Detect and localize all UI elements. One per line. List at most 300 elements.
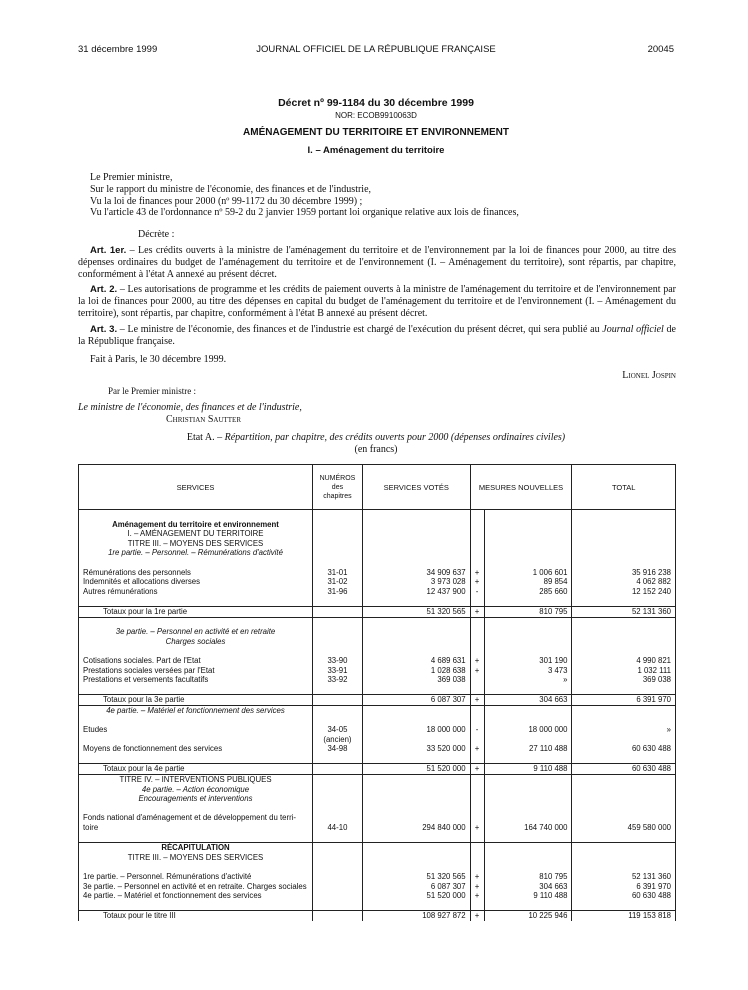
empty-cell	[312, 853, 362, 863]
empty-cell	[362, 705, 470, 715]
empty-cell	[362, 637, 470, 647]
empty-cell	[484, 862, 572, 872]
mesures-value: 27 110 488	[484, 744, 572, 754]
chapter-number	[312, 911, 362, 921]
total-value: 369 038	[572, 675, 676, 685]
mesures-sign	[470, 675, 484, 685]
article-1	[78, 245, 676, 280]
service-label: 4e partie. – Matériel et fonctionnement des services	[79, 891, 313, 901]
empty-cell	[484, 843, 572, 853]
empty-cell	[572, 862, 676, 872]
empty-cell	[572, 715, 676, 725]
etat-body	[79, 510, 676, 921]
chapter-number	[312, 882, 362, 892]
chapter-number: 33-90	[312, 656, 362, 666]
section-heading: RÉCAPITULATION	[79, 843, 313, 853]
etat-a-table	[78, 464, 676, 921]
spacer-row	[79, 646, 676, 656]
section-heading: TITRE III. – MOYENS DES SERVICES	[79, 539, 313, 549]
decree-nor: NOR: ECOB9910063D	[335, 111, 417, 120]
empty-cell	[484, 685, 572, 695]
mesures-value: 10 225 946	[484, 911, 572, 921]
mesures-value: 18 000 000	[484, 725, 572, 735]
mesures-sign: +	[470, 764, 484, 775]
minister-title: Le ministre de l'économie, des finances et de l'industrie,	[78, 401, 302, 413]
empty-cell	[470, 901, 484, 911]
table-row	[79, 823, 676, 833]
table-row	[79, 587, 676, 597]
total-row	[79, 606, 676, 617]
empty-cell	[484, 627, 572, 637]
mesures-sign: +	[470, 606, 484, 617]
section-heading: I. – AMÉNAGEMENT DU TERRITOIRE	[79, 529, 313, 539]
empty-cell	[470, 596, 484, 606]
chapter-number: 31-01	[312, 568, 362, 578]
service-label: 1re partie. – Personnel. Rémunérations d'activité	[79, 872, 313, 882]
article-1-label: Art. 1er.	[90, 244, 127, 256]
empty-cell	[572, 685, 676, 695]
service-label: Indemnités et allocations diverses	[79, 577, 313, 587]
chapter-number	[312, 764, 362, 775]
empty-cell	[79, 596, 313, 606]
service-label: Fonds national d'aménagement et de développement du terri-	[79, 813, 313, 823]
decree-subject: AMÉNAGEMENT DU TERRITOIRE ET ENVIRONNEMENT	[243, 127, 509, 138]
service-label: Etudes	[79, 725, 313, 735]
spacer-row	[79, 617, 676, 627]
mesures-sign: +	[470, 891, 484, 901]
empty-cell	[362, 617, 470, 627]
services-votes-value: 51 520 000	[362, 891, 470, 901]
total-label: Totaux pour la 3e partie	[79, 695, 313, 706]
empty-cell	[484, 617, 572, 627]
empty-cell	[484, 520, 572, 530]
empty-cell	[470, 705, 484, 715]
chapter-number	[312, 813, 362, 823]
total-label: Totaux pour la 1re partie	[79, 606, 313, 617]
empty-cell	[79, 646, 313, 656]
table-row	[79, 891, 676, 901]
total-value: 52 131 360	[572, 872, 676, 882]
empty-cell	[362, 804, 470, 814]
article-3-label: Art. 3.	[90, 323, 118, 335]
article-2	[78, 284, 676, 319]
total-value: 6 391 970	[572, 882, 676, 892]
mesures-value: 285 660	[484, 587, 572, 597]
total-row	[79, 911, 676, 921]
empty-cell	[312, 715, 362, 725]
col-chapters: NUMÉROS des chapitres	[312, 465, 362, 510]
empty-cell	[572, 520, 676, 530]
mesures-sign: +	[470, 744, 484, 754]
mesures-value: 304 663	[484, 695, 572, 706]
mesures-sign: +	[470, 911, 484, 921]
total-label: Totaux pour la 4e partie	[79, 764, 313, 775]
chapter-number: 33-92	[312, 675, 362, 685]
article-3-text: – Le ministre de l'économie, des finances et de l'industrie est chargé de l'exécution du présent décret, qui sera publié au	[117, 323, 603, 335]
total-value: 60 630 488	[572, 891, 676, 901]
section-heading: TITRE III. – MOYENS DES SERVICES	[79, 853, 313, 863]
empty-cell	[572, 843, 676, 853]
col-votes: SERVICES VOTÉS	[362, 465, 470, 510]
section-heading-row	[79, 539, 676, 549]
total-value: 12 152 240	[572, 587, 676, 597]
empty-cell	[470, 804, 484, 814]
empty-cell	[484, 529, 572, 539]
page-number: 20045	[647, 44, 674, 55]
services-votes-value: 294 840 000	[362, 823, 470, 833]
etat-unit: (en francs)	[354, 444, 398, 455]
empty-cell	[484, 510, 572, 520]
mesures-value	[484, 813, 572, 823]
chapter-number: (ancien)	[312, 735, 362, 745]
empty-cell	[362, 646, 470, 656]
empty-cell	[484, 833, 572, 843]
table-row	[79, 725, 676, 735]
section-heading: 4e partie. – Matériel et fonctionnement des services	[79, 705, 313, 715]
section-heading-row	[79, 520, 676, 530]
empty-cell	[362, 558, 470, 568]
empty-cell	[79, 510, 313, 520]
empty-cell	[484, 558, 572, 568]
table-row	[79, 656, 676, 666]
empty-cell	[484, 794, 572, 804]
empty-cell	[572, 754, 676, 764]
table-row	[79, 882, 676, 892]
mesures-value: 810 795	[484, 872, 572, 882]
mesures-value: 89 854	[484, 577, 572, 587]
service-label: Prestations et versements facultatifs	[79, 675, 313, 685]
section-heading: Aménagement du territoire et environnement	[79, 520, 313, 530]
services-votes-value: 1 028 638	[362, 666, 470, 676]
empty-cell	[470, 833, 484, 843]
total-value: 60 630 488	[572, 744, 676, 754]
empty-cell	[79, 715, 313, 725]
empty-cell	[484, 754, 572, 764]
service-label: Cotisations sociales. Part de l'Etat	[79, 656, 313, 666]
services-votes-value: 12 437 900	[362, 587, 470, 597]
empty-cell	[79, 833, 313, 843]
service-label: Rémunérations des personnels	[79, 568, 313, 578]
empty-cell	[362, 843, 470, 853]
article-2-label: Art. 2.	[90, 284, 118, 296]
empty-cell	[362, 548, 470, 558]
total-value: »	[572, 725, 676, 735]
empty-cell	[362, 775, 470, 785]
empty-cell	[362, 539, 470, 549]
empty-cell	[362, 853, 470, 863]
empty-cell	[312, 520, 362, 530]
empty-cell	[312, 785, 362, 795]
service-label: toire	[79, 823, 313, 833]
chapter-number	[312, 606, 362, 617]
empty-cell	[572, 794, 676, 804]
table-row	[79, 735, 676, 745]
empty-cell	[470, 862, 484, 872]
decree-body	[78, 172, 676, 425]
total-value: 119 153 818	[572, 911, 676, 921]
journal-title: JOURNAL OFFICIEL DE LA RÉPUBLIQUE FRANÇAISE	[256, 44, 496, 55]
spacer-row	[79, 862, 676, 872]
empty-cell	[362, 596, 470, 606]
mesures-value: 810 795	[484, 606, 572, 617]
empty-cell	[470, 685, 484, 695]
empty-cell	[470, 754, 484, 764]
services-votes-value: 3 973 028	[362, 577, 470, 587]
empty-cell	[362, 715, 470, 725]
preamble-line: Vu la loi de finances pour 2000 (nº 99-1172 du 30 décembre 1999) ;	[90, 195, 363, 207]
services-votes-value: 369 038	[362, 675, 470, 685]
empty-cell	[572, 529, 676, 539]
section-heading: Encouragements et interventions	[79, 794, 313, 804]
table-row	[79, 872, 676, 882]
empty-cell	[312, 548, 362, 558]
section-heading-row	[79, 627, 676, 637]
mesures-value: 301 190	[484, 656, 572, 666]
total-value: 52 131 360	[572, 606, 676, 617]
mesures-value: 3 473	[484, 666, 572, 676]
article-1-text: – Les crédits ouverts à la ministre de l'aménagement du territoire et de l'environnement par la loi de finances pour 2000, au titre des dépenses ordinaires du budget de l'aménagement du territoire et de l'environnement (I. – Aménagement du territoire), sont répartis, par chapitre, conformément à l'état A annexé au présent décret.	[78, 244, 676, 280]
empty-cell	[312, 637, 362, 647]
empty-cell	[79, 558, 313, 568]
empty-cell	[470, 510, 484, 520]
spacer-row	[79, 715, 676, 725]
mesures-value: 9 110 488	[484, 891, 572, 901]
article-3-journal: Journal officiel	[602, 323, 664, 335]
mesures-sign: -	[470, 587, 484, 597]
section-heading: TITRE IV. – INTERVENTIONS PUBLIQUES	[79, 775, 313, 785]
empty-cell	[79, 901, 313, 911]
empty-cell	[484, 539, 572, 549]
empty-cell	[312, 833, 362, 843]
mesures-sign: -	[470, 725, 484, 735]
chapter-number: 34-98	[312, 744, 362, 754]
decree-title: Décret nº 99-1184 du 30 décembre 1999	[278, 97, 474, 109]
empty-cell	[470, 775, 484, 785]
mesures-sign: +	[470, 666, 484, 676]
section-heading-row	[79, 529, 676, 539]
empty-cell	[470, 529, 484, 539]
empty-cell	[79, 804, 313, 814]
chapter-number	[312, 891, 362, 901]
table-row	[79, 568, 676, 578]
empty-cell	[362, 833, 470, 843]
section-heading-row	[79, 794, 676, 804]
mesures-sign: +	[470, 568, 484, 578]
empty-cell	[312, 775, 362, 785]
etat-title-label: Etat A. –	[186, 432, 225, 443]
empty-cell	[484, 637, 572, 647]
chapter-number: 34-05	[312, 725, 362, 735]
mesures-value: 164 740 000	[484, 823, 572, 833]
empty-cell	[79, 617, 313, 627]
empty-cell	[572, 558, 676, 568]
empty-cell	[484, 596, 572, 606]
total-value: 459 580 000	[572, 823, 676, 833]
spacer-row	[79, 685, 676, 695]
empty-cell	[572, 646, 676, 656]
services-votes-value: 6 087 307	[362, 695, 470, 706]
etat-title-text: Répartition, par chapitre, des crédits ouverts pour 2000 (dépenses ordinaires civiles)	[224, 432, 566, 443]
chapter-number: 33-91	[312, 666, 362, 676]
empty-cell	[484, 853, 572, 863]
total-value	[572, 813, 676, 823]
mesures-sign	[470, 813, 484, 823]
services-votes-value: 108 927 872	[362, 911, 470, 921]
services-votes-value: 34 909 637	[362, 568, 470, 578]
spacer-row	[79, 901, 676, 911]
empty-cell	[312, 627, 362, 637]
total-value: 4 990 821	[572, 656, 676, 666]
preamble-line: Vu l'article 43 de l'ordonnance nº 59-2 du 2 janvier 1959 portant loi organique relative aux lois de finances,	[90, 207, 519, 219]
article-3	[78, 324, 676, 348]
empty-cell	[572, 539, 676, 549]
mesures-sign	[470, 735, 484, 745]
empty-cell	[470, 794, 484, 804]
mesures-sign: +	[470, 823, 484, 833]
empty-cell	[470, 715, 484, 725]
empty-cell	[312, 794, 362, 804]
empty-cell	[484, 901, 572, 911]
article-3-text-end: de la République française.	[78, 323, 676, 347]
empty-cell	[572, 637, 676, 647]
empty-cell	[362, 754, 470, 764]
mesures-sign: +	[470, 695, 484, 706]
table-row	[79, 813, 676, 823]
spacer-row	[79, 596, 676, 606]
section-heading-row	[79, 548, 676, 558]
decrete: Décrète :	[138, 229, 175, 241]
col-total: TOTAL	[572, 465, 676, 510]
total-value: 1 032 111	[572, 666, 676, 676]
services-votes-value: 51 320 565	[362, 606, 470, 617]
table-row	[79, 744, 676, 754]
empty-cell	[362, 520, 470, 530]
empty-cell	[312, 617, 362, 627]
total-value: 35 916 238	[572, 568, 676, 578]
mesures-sign: +	[470, 882, 484, 892]
section-heading-row	[79, 637, 676, 647]
empty-cell	[362, 901, 470, 911]
chapter-number: 44-10	[312, 823, 362, 833]
total-value: 4 062 882	[572, 577, 676, 587]
mesures-sign: +	[470, 656, 484, 666]
empty-cell	[572, 596, 676, 606]
empty-cell	[362, 862, 470, 872]
by-pm: Par le Premier ministre :	[108, 385, 196, 396]
decree-section: I. – Aménagement du territoire	[307, 145, 445, 156]
service-label: Autres rémunérations	[79, 587, 313, 597]
empty-cell	[470, 785, 484, 795]
service-label	[79, 735, 313, 745]
empty-cell	[312, 843, 362, 853]
service-label: Moyens de fonctionnement des services	[79, 744, 313, 754]
total-label: Totaux pour le titre III	[79, 911, 313, 921]
empty-cell	[572, 617, 676, 627]
mesures-value: »	[484, 675, 572, 685]
section-heading-row	[79, 785, 676, 795]
empty-cell	[312, 862, 362, 872]
services-votes-value: 51 520 000	[362, 764, 470, 775]
pm-signature: Lionel Jospin	[622, 370, 676, 382]
empty-cell	[79, 754, 313, 764]
empty-cell	[484, 646, 572, 656]
services-votes-value: 33 520 000	[362, 744, 470, 754]
empty-cell	[470, 637, 484, 647]
chapter-number: 31-96	[312, 587, 362, 597]
services-votes-value	[362, 813, 470, 823]
empty-cell	[312, 754, 362, 764]
services-votes-value	[362, 735, 470, 745]
empty-cell	[362, 627, 470, 637]
empty-cell	[484, 804, 572, 814]
article-2-text: – Les autorisations de programme et les crédits de paiement ouverts à la ministre de l'aménagement du territoire et de l'environnement par la loi de finances pour 2000, au titre des dépenses en capital du budget de l'aménagement du territoire et de l'environnement (I. – Aménagement du territoire), sont répartis, par chapitre, conformément à l'état B annexé au présent décret.	[78, 284, 676, 319]
empty-cell	[484, 705, 572, 715]
empty-cell	[572, 785, 676, 795]
services-votes-value: 4 689 631	[362, 656, 470, 666]
empty-cell	[312, 901, 362, 911]
table-row	[79, 666, 676, 676]
empty-cell	[312, 596, 362, 606]
empty-cell	[79, 862, 313, 872]
empty-cell	[312, 529, 362, 539]
spacer-row	[79, 804, 676, 814]
empty-cell	[362, 510, 470, 520]
section-heading-row	[79, 775, 676, 785]
header-date: 31 décembre 1999	[78, 44, 158, 55]
empty-cell	[362, 685, 470, 695]
mesures-value: 304 663	[484, 882, 572, 892]
spacer-row	[79, 833, 676, 843]
mesures-value	[484, 735, 572, 745]
mesures-value: 1 006 601	[484, 568, 572, 578]
chapter-number: 31-02	[312, 577, 362, 587]
empty-cell	[572, 853, 676, 863]
total-row	[79, 764, 676, 775]
section-heading: 1re partie. – Personnel. – Rémunérations d'activité	[79, 548, 313, 558]
chapter-number	[312, 695, 362, 706]
empty-cell	[572, 627, 676, 637]
minister-name: Christian Sautter	[166, 413, 242, 425]
empty-cell	[470, 539, 484, 549]
empty-cell	[572, 833, 676, 843]
empty-cell	[362, 785, 470, 795]
section-heading: 4e partie. – Action économique	[79, 785, 313, 795]
total-value	[572, 735, 676, 745]
empty-cell	[572, 804, 676, 814]
total-value: 6 391 970	[572, 695, 676, 706]
empty-cell	[470, 627, 484, 637]
empty-cell	[312, 510, 362, 520]
empty-cell	[484, 715, 572, 725]
total-row	[79, 695, 676, 706]
spacer-row	[79, 754, 676, 764]
mesures-sign: +	[470, 577, 484, 587]
empty-cell	[79, 685, 313, 695]
services-votes-value: 6 087 307	[362, 882, 470, 892]
empty-cell	[572, 775, 676, 785]
services-votes-value: 18 000 000	[362, 725, 470, 735]
col-mesures: MESURES NOUVELLES	[470, 465, 572, 510]
empty-cell	[312, 646, 362, 656]
empty-cell	[470, 548, 484, 558]
section-heading-row	[79, 853, 676, 863]
empty-cell	[470, 520, 484, 530]
empty-cell	[470, 646, 484, 656]
services-votes-value: 51 320 565	[362, 872, 470, 882]
empty-cell	[484, 785, 572, 795]
spacer-row	[79, 510, 676, 520]
col-services: SERVICES	[79, 465, 313, 510]
